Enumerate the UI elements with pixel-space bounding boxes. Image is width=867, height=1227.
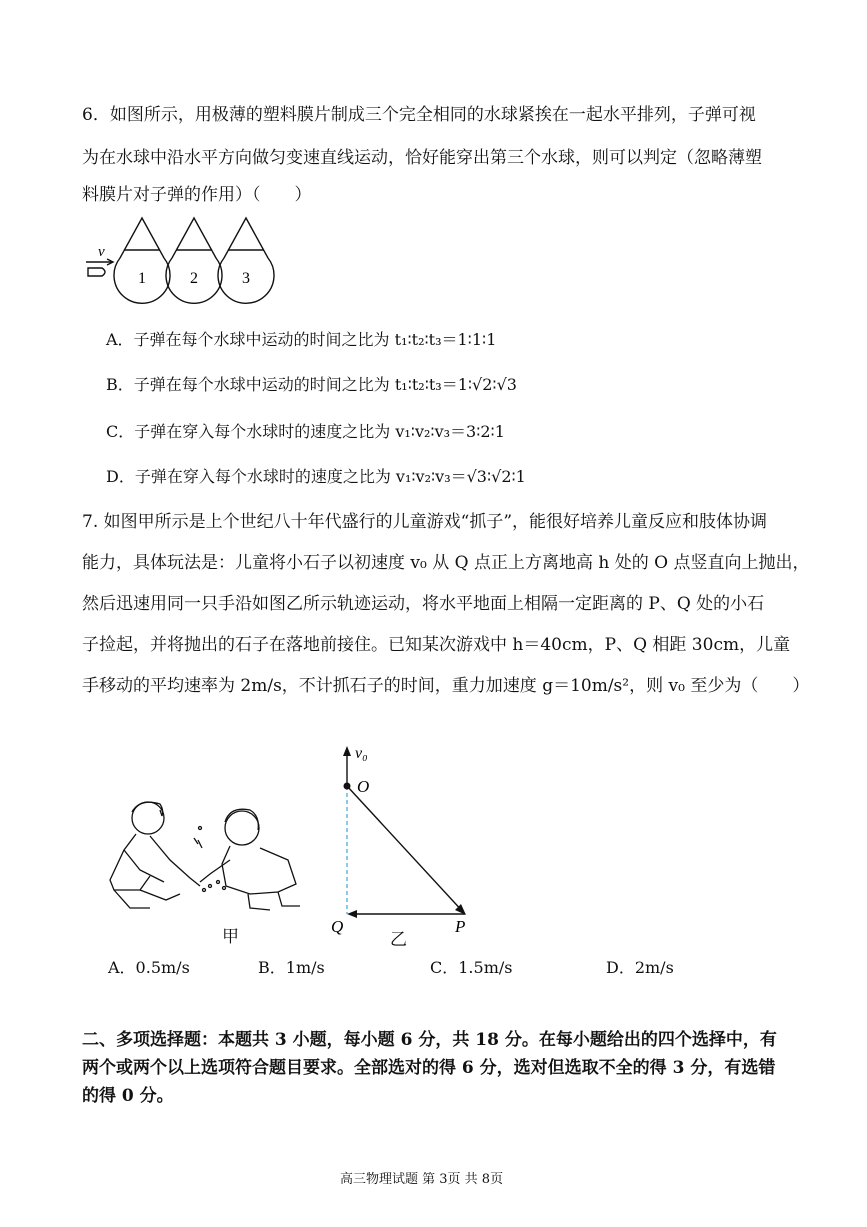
q7-option-a: A．0.5m/s bbox=[108, 958, 190, 977]
point-o bbox=[344, 783, 351, 790]
q7-option-c: C．1.5m/s bbox=[430, 958, 513, 977]
water-ball-1 bbox=[114, 218, 170, 303]
q7-trajectory-figure bbox=[325, 738, 485, 938]
bullet-shape bbox=[88, 268, 105, 276]
q6-option-c: C．子弹在穿入每个水球时的速度之比为 v₁∶v₂∶v₃＝3∶2∶1 bbox=[106, 422, 505, 441]
q6-water-balls-figure bbox=[80, 210, 280, 322]
velocity-label: v bbox=[98, 244, 105, 260]
water-ball-2 bbox=[166, 218, 222, 303]
q7-option-b: B．1m/s bbox=[258, 958, 325, 977]
q6-option-d: D．子弹在穿入每个水球时的速度之比为 v₁∶v₂∶v₃＝√3∶√2∶1 bbox=[106, 467, 526, 486]
q7-option-d: D．2m/s bbox=[606, 958, 674, 977]
ball-label-2: 2 bbox=[190, 270, 198, 287]
q6-stem-line-2: 为在水球中沿水平方向做匀变速直线运动，恰好能穿出第三个水球，则可以判定（忽略薄塑 bbox=[82, 148, 762, 168]
left-child-body bbox=[110, 834, 150, 890]
q7-figure-yi-caption: 乙 bbox=[390, 930, 407, 950]
section2-line-2: 两个或两个以上选项符合题目要求。全部选对的得 6 分，选对但选取不全的得 3 分，有选错 bbox=[82, 1058, 776, 1078]
q6-option-b: B．子弹在每个水球中运动的时间之比为 t₁∶t₂∶t₃＝1∶√2∶√3 bbox=[106, 375, 517, 394]
q7-figure-jia-caption: 甲 bbox=[222, 927, 239, 947]
q7-stem-line-5: 手移动的平均速率为 2m/s，不计抓石子的时间，重力加速度 g＝10m/s²，则 v₀ 至少为（ ） bbox=[82, 676, 810, 696]
path-o-to-p bbox=[347, 786, 465, 914]
section2-line-3: 的得 0 分。 bbox=[82, 1086, 174, 1106]
label-v0: v₀ bbox=[355, 745, 368, 762]
right-child-head bbox=[225, 811, 259, 845]
q6-stem-line-1: 6．如图所示，用极薄的塑料膜片制成三个完全相同的水球紧挨在一起水平排列，子弹可视 bbox=[82, 105, 756, 125]
label-q: Q bbox=[331, 917, 344, 936]
page-footer: 高三物理试题 第 3页 共 8页 bbox=[340, 1172, 504, 1187]
q7-stem-line-4: 子捡起，并将抛出的石子在落地前接住。已知某次游戏中 h＝40cm，P、Q 相距 30cm，儿童 bbox=[82, 635, 791, 655]
q7-stem-line-2: 能力，具体玩法是：儿童将小石子以初速度 v₀ 从 Q 点正上方离地高 h 处的 O 点竖直向上抛出， bbox=[82, 553, 810, 573]
q6-option-a: A．子弹在每个水球中运动的时间之比为 t₁∶t₂∶t₃＝1∶1∶1 bbox=[106, 330, 497, 349]
q7-stem-line-3: 然后迅速用同一只手沿如图乙所示轨迹运动，将水平地面上相隔一定距离的 P、Q 处的小石 bbox=[82, 594, 765, 614]
q6-stem-line-3: 料膜片对子弹的作用）（ ） bbox=[82, 185, 312, 205]
water-ball-3 bbox=[218, 218, 274, 303]
label-o: O bbox=[357, 777, 370, 796]
label-p: P bbox=[455, 917, 466, 936]
ball-label-3: 3 bbox=[242, 270, 250, 287]
right-child-body bbox=[222, 846, 296, 894]
q7-stem-line-1: 7. 如图甲所示是上个世纪八十年代盛行的儿童游戏“抓子”，能很好培养儿童反应和肢体协调 bbox=[82, 512, 768, 532]
q7-children-figure bbox=[100, 790, 320, 950]
section2-line-1: 二、多项选择题：本题共 3 小题，每小题 6 分，共 18 分。在每小题给出的四个选择中，有 bbox=[82, 1030, 777, 1050]
ball-label-1: 1 bbox=[138, 270, 146, 287]
